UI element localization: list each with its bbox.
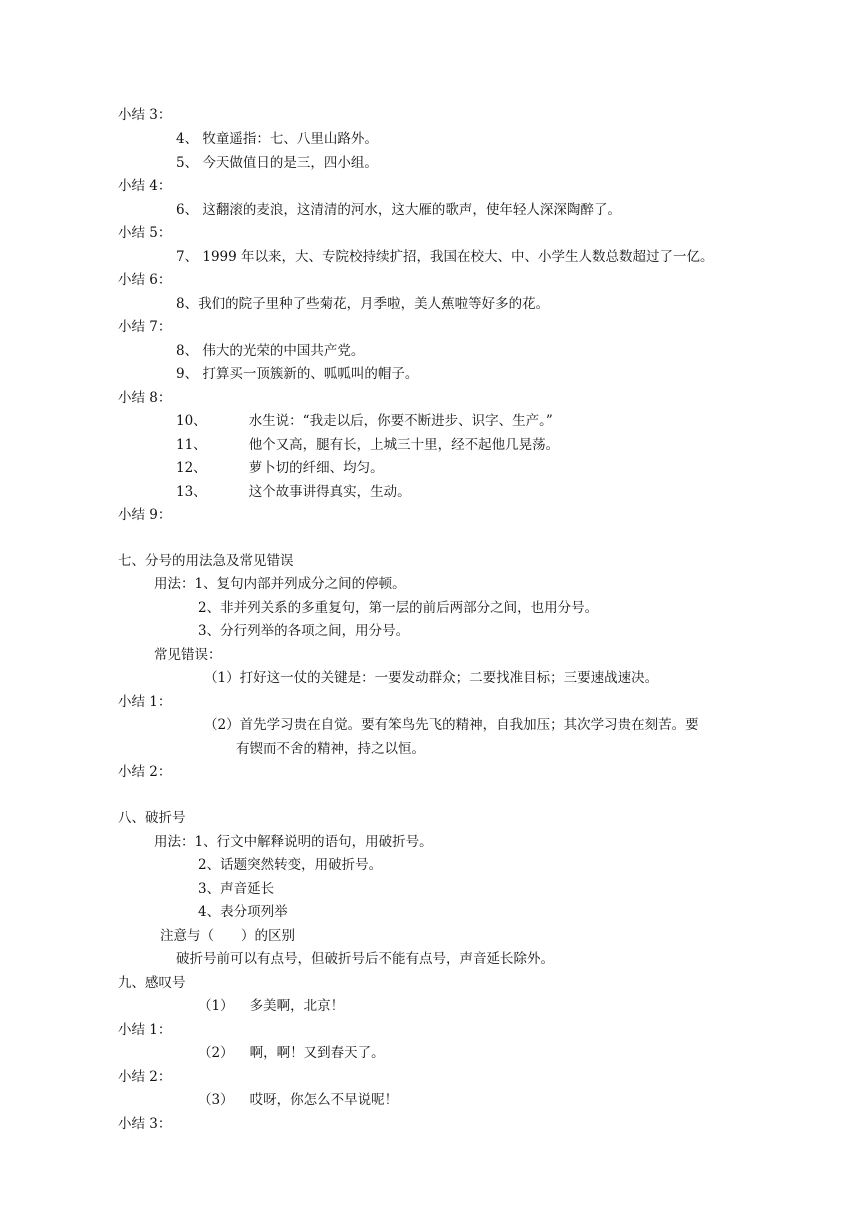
item-text: 他个又高，腿有长，上城三十里，经不起他几晃荡。	[248, 437, 560, 453]
note-explanation: 破折号前可以有点号，但破折号后不能有点号，声音延长除外。	[176, 951, 554, 967]
summary-label: 小结 1：	[118, 694, 172, 710]
item-text: 水生说：“我走以后，你要不断进步、识字、生产。”	[248, 413, 553, 429]
example-item	[198, 1092, 398, 1108]
note-line: 注意与（ ）的区别	[160, 928, 295, 944]
item-number: 11、	[176, 437, 207, 453]
example-item: 6、 这翻滚的麦浪，这清清的河水，这大雁的歌声，使年轻人深深陶醉了。	[176, 202, 621, 218]
example-item: （2）首先学习贵在自觉。要有笨鸟先飞的精神，自我加压；其次学习贵在刻苦。要	[204, 717, 699, 733]
section-heading: 九、感叹号	[118, 975, 186, 991]
example-item: 8、 伟大的光荣的中国共产党。	[176, 343, 365, 359]
error-heading: 常见错误：	[154, 647, 222, 663]
example-item: 7、 1999 年以来，大、专院校持续扩招，我国在校大、中、小学生人数总数超过了一亿。	[176, 249, 714, 265]
summary-label: 小结 9：	[118, 507, 172, 523]
example-item: （1）打好这一仗的关键是：一要发动群众；二要找准目标；三要速战速决。	[204, 670, 659, 686]
item-text: 萝卜切的纤细、均匀。	[248, 460, 384, 476]
item-text: 多美啊，北京！	[249, 998, 345, 1014]
summary-label: 小结 5：	[118, 225, 172, 241]
item-number: 13、	[176, 484, 207, 500]
example-item: 9、 打算买一顶簇新的、呱呱叫的帽子。	[176, 366, 419, 382]
item-number: 10、	[176, 413, 207, 429]
item-number: 12、	[176, 460, 207, 476]
summary-label: 小结 2：	[118, 1069, 172, 1085]
usage-item: 用法：1、行文中解释说明的语句，用破折号。	[154, 834, 433, 850]
usage-item: 用法：1、复句内部并列成分之间的停顿。	[154, 576, 406, 592]
usage-item: 3、声音延长	[198, 881, 275, 897]
example-item: 4、 牧童遥指：七、八里山路外。	[176, 131, 378, 147]
example-item	[198, 998, 344, 1014]
summary-label: 小结 1：	[118, 1022, 172, 1038]
usage-item: 3、分行列举的各项之间，用分号。	[198, 623, 410, 639]
usage-item: 2、非并列关系的多重复句，第一层的前后两部分之间，也用分号。	[198, 600, 599, 616]
example-item	[176, 484, 411, 500]
summary-label: 小结 6：	[118, 272, 172, 288]
summary-label: 小结 7：	[118, 319, 172, 335]
summary-label: 小结 2：	[118, 764, 172, 780]
example-item	[176, 413, 553, 429]
section-heading: 八、破折号	[118, 810, 186, 826]
example-item: 8、我们的院子里种了些菊花，月季啦，美人蕉啦等好多的花。	[176, 296, 550, 312]
summary-label: 小结 3：	[118, 107, 172, 123]
summary-label: 小结 3：	[118, 1116, 172, 1132]
item-number: （1）	[198, 998, 234, 1014]
example-item	[198, 1045, 385, 1061]
example-item-continued: 有锲而不舍的精神，持之以恒。	[236, 741, 425, 757]
summary-label: 小结 4：	[118, 178, 172, 194]
item-text: 哎呀，你怎么不早说呢！	[249, 1092, 399, 1108]
item-number: （3）	[198, 1092, 234, 1108]
usage-item: 2、话题突然转变，用破折号。	[198, 857, 383, 873]
usage-item: 4、表分项列举	[198, 904, 288, 920]
item-text: 啊，啊！又到春天了。	[249, 1045, 385, 1061]
example-item: 5、 今天做值日的是三，四小组。	[176, 155, 378, 171]
example-item	[176, 437, 559, 453]
item-number: （2）	[198, 1045, 234, 1061]
item-text: 这个故事讲得真实，生动。	[248, 484, 411, 500]
example-item	[176, 460, 384, 476]
summary-label: 小结 8：	[118, 390, 172, 406]
section-heading: 七、分号的用法急及常见错误	[118, 553, 294, 569]
